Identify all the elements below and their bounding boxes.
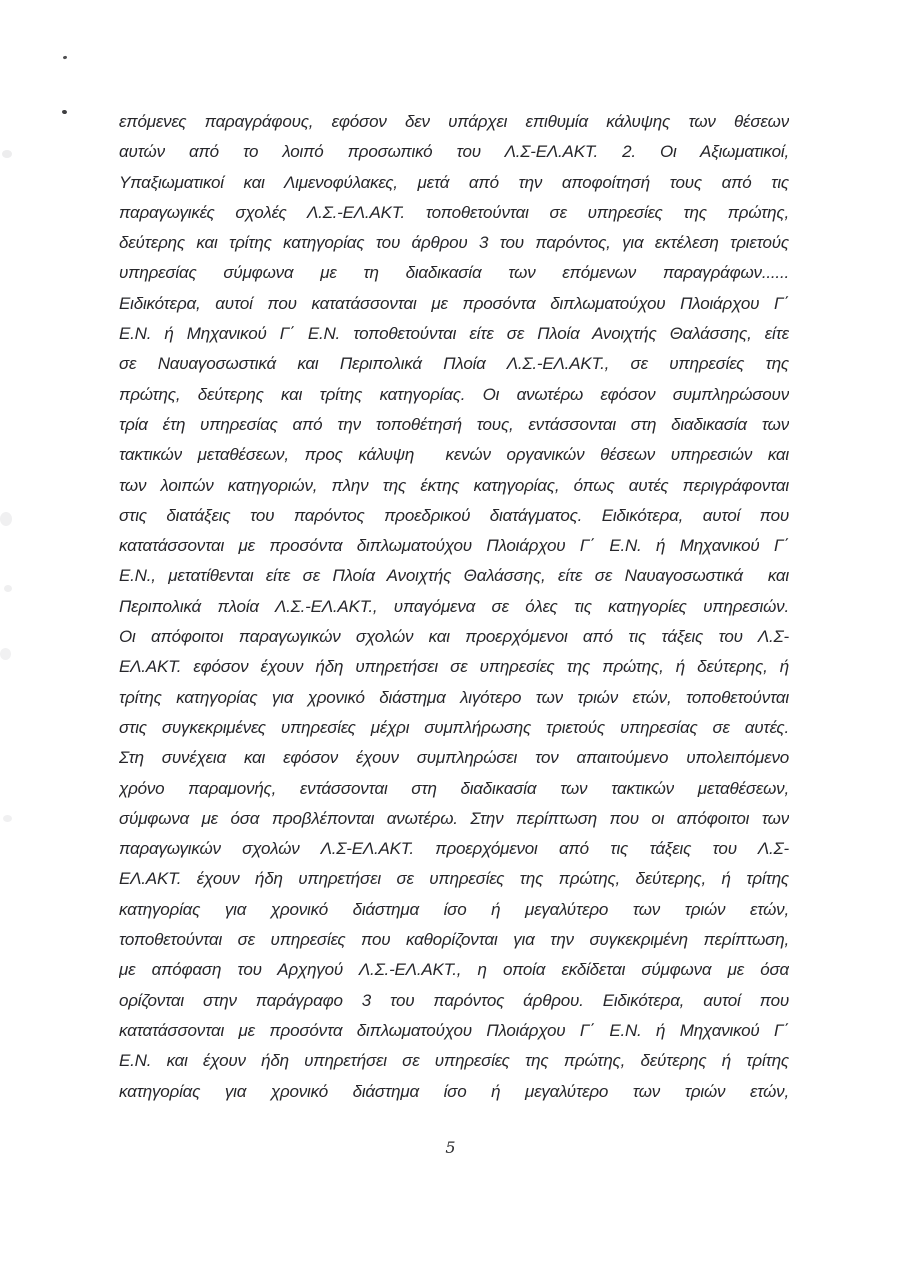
text-line: σύμφωνα με όσα προβλέπονται ανωτέρω. Στην περίπτωση που οι απόφοιτοι των — [119, 808, 789, 828]
text-line: παραγωγικών σχολών Λ.Σ-ΕΛ.ΑΚΤ. προερχόμενοι από τις τάξεις του Λ.Σ- — [119, 839, 789, 859]
text-line: κατατάσσονται με προσόντα διπλωματούχου Πλοιάρχου Γ΄ Ε.Ν. ή Μηχανικού Γ΄ — [119, 536, 789, 556]
text-line: Ε.Ν. ή Μηχανικού Γ΄ Ε.Ν. τοποθετούνται είτε σε Πλοία Ανοιχτής Θαλάσσης, είτε — [119, 324, 789, 344]
text-line: χρόνο παραμονής, εντάσσονται στη διαδικασία των τακτικών μεταθέσεων, — [119, 778, 789, 798]
scan-edge-artifact — [2, 150, 12, 158]
text-line: τρίτης κατηγορίας για χρονικό διάστημα λιγότερο των τριών ετών, τοποθετούνται — [119, 687, 789, 707]
text-line: παραγωγικές σχολές Λ.Σ.-ΕΛ.ΑΚΤ. τοποθετούνται σε υπηρεσίες της πρώτης, — [119, 202, 789, 222]
text-line: Ε.Ν., μετατίθενται είτε σε Πλοία Ανοιχτής Θαλάσσης, είτε σε Ναυαγοσωστικά και — [119, 566, 789, 586]
text-line: Στη συνέχεια και εφόσον έχουν συμπληρώσει τον απαιτούμενο υπολειπόμενο — [119, 748, 789, 768]
text-line: τρία έτη υπηρεσίας από την τοποθέτησή τους, εντάσσονται στη διαδικασία των — [119, 414, 789, 434]
text-line: δεύτερης και τρίτης κατηγορίας του άρθρου 3 του παρόντος, για εκτέλεση τριετούς — [119, 233, 789, 253]
text-line: στις διατάξεις του παρόντος προεδρικού διατάγματος. Ειδικότερα, αυτοί που — [119, 505, 789, 525]
text-line: στις συγκεκριμένες υπηρεσίες μέχρι συμπλήρωσης τριετούς υπηρεσίας σε αυτές. — [119, 717, 789, 737]
text-line: επόμενες παραγράφους, εφόσον δεν υπάρχει επιθυμία κάλυψης των θέσεων — [119, 112, 789, 131]
scan-edge-artifact — [0, 512, 12, 526]
text-line: σε Ναυαγοσωστικά και Περιπολικά Πλοία Λ.Σ.-ΕΛ.ΑΚΤ., σε υπηρεσίες της — [119, 354, 789, 374]
body-text — [119, 107, 789, 1107]
text-line: Ειδικότερα, αυτοί που κατατάσσονται με προσόντα διπλωματούχου Πλοιάρχου Γ΄ — [119, 293, 789, 313]
text-line: κατηγορίας για χρονικό διάστημα ίσο ή μεγαλύτερο των τριών ετών, — [119, 1081, 789, 1101]
text-line: Οι απόφοιτοι παραγωγικών σχολών και προερχόμενοι από τις τάξεις του Λ.Σ- — [119, 627, 789, 647]
text-line: Ε.Ν. και έχουν ήδη υπηρετήσει σε υπηρεσίες της πρώτης, δεύτερης ή τρίτης — [119, 1051, 789, 1071]
text-line: υπηρεσίας σύμφωνα με τη διαδικασία των επόμενων παραγράφων...... — [119, 263, 789, 283]
text-line: ΕΛ.ΑΚΤ. έχουν ήδη υπηρετήσει σε υπηρεσίες της πρώτης, δεύτερης, ή τρίτης — [119, 869, 789, 889]
text-line: πρώτης, δεύτερης και τρίτης κατηγορίας. Οι ανωτέρω εφόσον συμπληρώσουν — [119, 384, 789, 404]
text-line: τοποθετούνται σε υπηρεσίες που καθορίζονται για την συγκεκριμένη περίπτωση, — [119, 930, 789, 950]
scan-edge-artifact — [3, 815, 12, 822]
scan-speck — [63, 56, 68, 60]
text-line: Υπαξιωματικοί και Λιμενοφύλακες, μετά από την αποφοίτησή τους από τις — [119, 172, 789, 192]
scan-speck — [62, 110, 68, 115]
text-line: με απόφαση του Αρχηγού Λ.Σ.-ΕΛ.ΑΚΤ., η οποία εκδίδεται σύμφωνα με όσα — [119, 960, 789, 980]
scan-edge-artifact — [0, 648, 11, 660]
text-line: αυτών από το λοιπό προσωπικό του Λ.Σ-ΕΛ.ΑΚΤ. 2. Οι Αξιωματικοί, — [119, 142, 789, 162]
text-line: κατατάσσονται με προσόντα διπλωματούχου Πλοιάρχου Γ΄ Ε.Ν. ή Μηχανικού Γ΄ — [119, 1020, 789, 1040]
text-line: κατηγορίας για χρονικό διάστημα ίσο ή μεγαλύτερο των τριών ετών, — [119, 899, 789, 919]
text-line: των λοιπών κατηγοριών, πλην της έκτης κατηγορίας, όπως αυτές περιγράφονται — [119, 475, 789, 495]
page-number: 5 — [445, 1138, 456, 1157]
scan-edge-artifact — [4, 585, 12, 592]
text-line: τακτικών μεταθέσεων, προς κάλυψη κενών οργανικών θέσεων υπηρεσιών και — [119, 445, 789, 465]
text-line: ορίζονται στην παράγραφο 3 του παρόντος άρθρου. Ειδικότερα, αυτοί που — [119, 990, 789, 1010]
text-line: ΕΛ.ΑΚΤ. εφόσον έχουν ήδη υπηρετήσει σε υπηρεσίες της πρώτης, ή δεύτερης, ή — [119, 657, 789, 677]
text-line: Περιπολικά πλοία Λ.Σ.-ΕΛ.ΑΚΤ., υπαγόμενα σε όλες τις κατηγορίες υπηρεσιών. — [119, 596, 789, 616]
